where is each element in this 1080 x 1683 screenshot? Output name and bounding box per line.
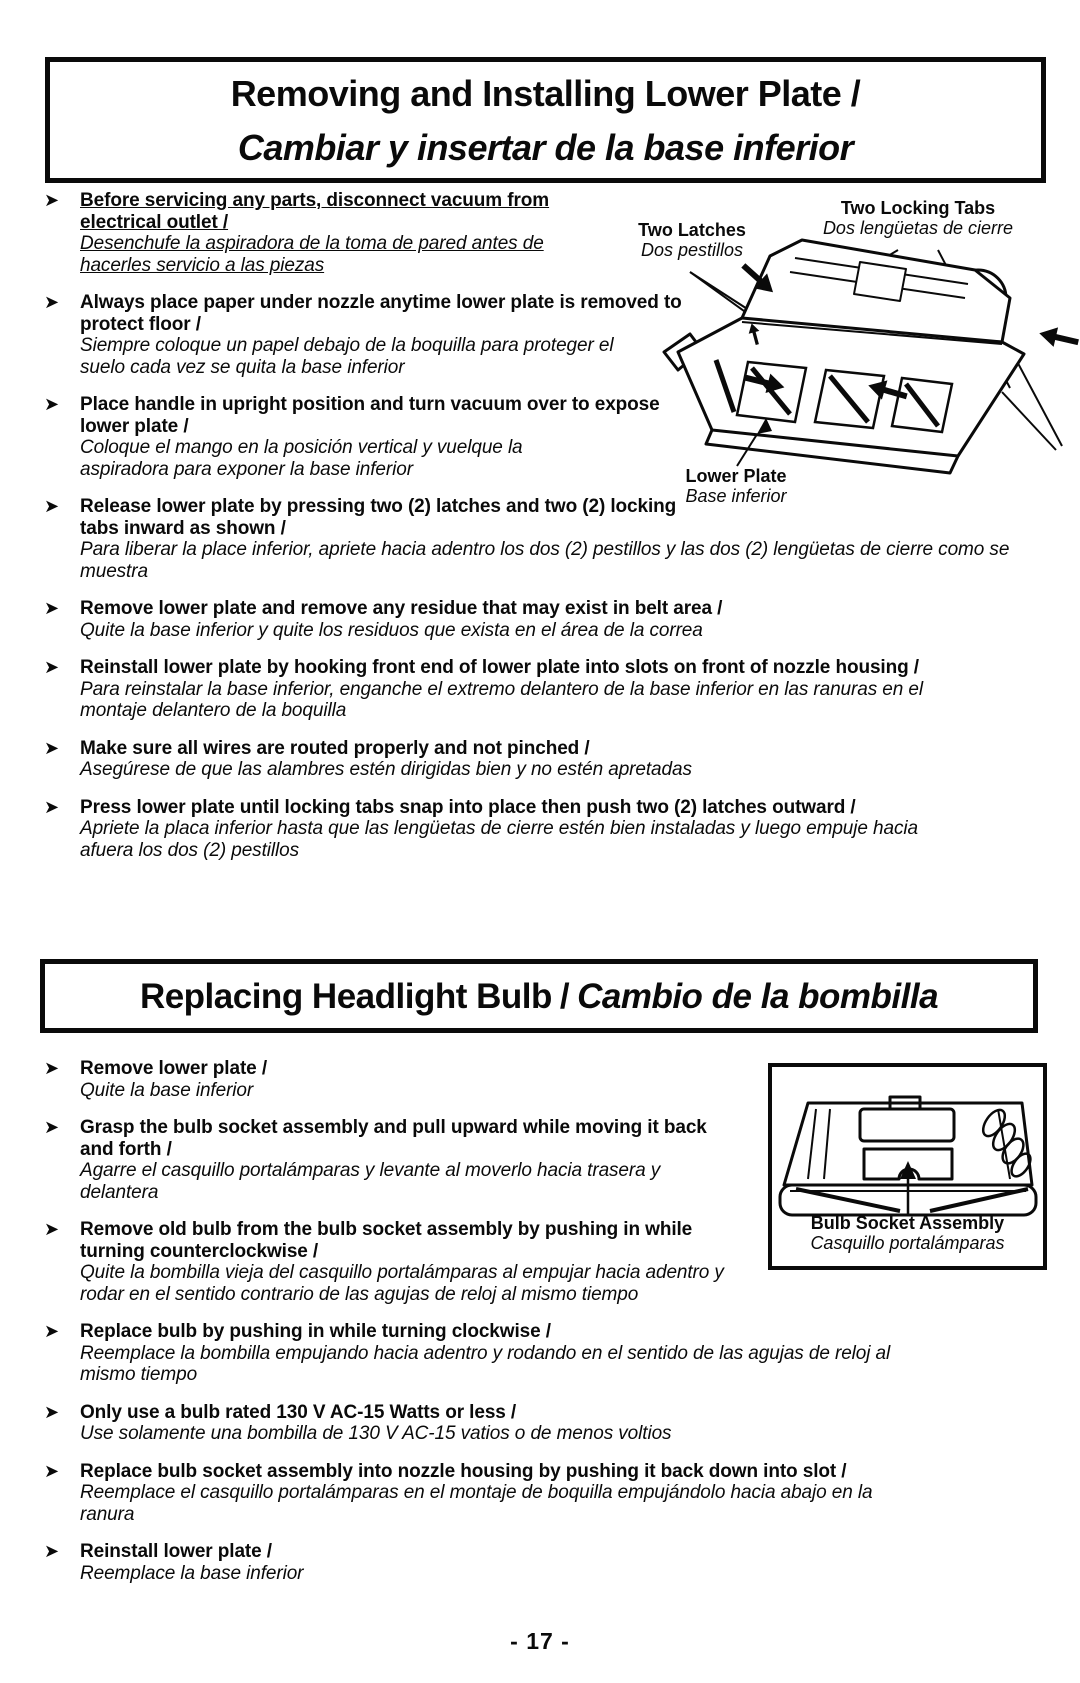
section2-title-english: Replacing Headlight Bulb [139, 977, 552, 1016]
instruction-item [44, 1461, 1050, 1526]
instruction-english: Replace bulb by pushing in while turning clockwise / [80, 1321, 551, 1342]
arrow-bullet-icon: ➤ [44, 657, 60, 677]
instruction-spanish: Asegúrese de que las alambres estén dirigidas bien y no estén apretadas [80, 759, 692, 780]
label-two-locking-tabs [798, 198, 1038, 238]
arrow-bullet-icon: ➤ [44, 496, 60, 516]
section1-title-spanish: Cambiar y insertar de la base inferior [237, 127, 854, 168]
label-two-locking-tabs-spanish: Dos lengüetas de cierre [822, 218, 1014, 238]
instruction-spanish: Reemplace la bombilla empujando hacia adentro y rodando en el sentido de las agujas de reloj al mismo tiempo [80, 1342, 891, 1385]
instruction-spanish: Use solamente una bombilla de 130 V AC-15 vatios o de menos voltios [80, 1423, 672, 1444]
instruction-spanish: Reemplace la base inferior [80, 1562, 304, 1584]
arrow-bullet-icon: ➤ [44, 1219, 60, 1239]
instruction-english: Reinstall lower plate / [80, 1541, 272, 1562]
page-number: - 17 - [510, 1628, 570, 1654]
instruction-english: Remove lower plate and remove any residue that may exist in belt area / [80, 598, 723, 619]
instruction-spanish: Quite la base inferior [80, 1079, 254, 1101]
label-lower-plate-spanish: Base inferior [685, 486, 787, 506]
arrow-bullet-icon: ➤ [44, 796, 60, 817]
instruction-item [44, 657, 1050, 722]
instruction-english: Only use a bulb rated 130 V AC-15 Watts or less / [80, 1401, 517, 1423]
instruction-spanish: Desenchufe la aspiradora de la toma de pared antes de hacerles servicio a las piezas [80, 233, 544, 276]
instruction-english: Release lower plate by pressing two (2) latches and two (2) locking tabs inward as shown / [80, 496, 677, 539]
arrow-bullet-icon: ➤ [44, 1460, 60, 1481]
label-bulb-socket-assembly [772, 1213, 1043, 1253]
bulb-socket-figure [768, 1063, 1047, 1270]
instruction-spanish: Para liberar la place inferior, apriete hacia adentro los dos (2) pestillos y las dos (2) lengüetas de cierre como se muestra [80, 539, 1010, 582]
arrow-bullet-icon: ➤ [44, 292, 60, 312]
arrow-bullet-icon: ➤ [44, 1541, 60, 1561]
instruction-spanish: Para reinstalar la base inferior, enganche el extremo delantero de la base inferior en las ranuras en el montaje delantero de la boquilla [80, 678, 923, 721]
section2-title-separator: / [559, 977, 570, 1016]
arrow-bullet-icon: ➤ [44, 394, 60, 414]
arrow-bullet-icon: ➤ [44, 1321, 60, 1341]
section2-title-box [40, 959, 1038, 1033]
section2-title-spanish: Cambio de la bombilla [577, 977, 939, 1016]
instruction-item [44, 1321, 1050, 1386]
instruction-english: Place handle in upright position and turn vacuum over to expose lower plate / [80, 394, 660, 437]
instruction-english: Press lower plate until locking tabs snap into place then push two (2) latches outward / [80, 796, 856, 818]
instruction-item [44, 738, 1050, 781]
label-two-latches-english: Two Latches [638, 220, 746, 240]
instruction-english: Remove lower plate / [80, 1058, 268, 1079]
arrow-bullet-icon: ➤ [44, 737, 60, 758]
label-two-latches [616, 220, 768, 260]
instruction-spanish: Quite la base inferior y quite los residuos que exista en el área de la correa [80, 619, 703, 641]
instruction-item [44, 1541, 1050, 1584]
section1-title-english: Removing and Installing Lower Plate / [230, 73, 861, 114]
instruction-english: Before servicing any parts, disconnect vacuum from electrical outlet / [80, 190, 550, 233]
label-lower-plate-english: Lower Plate [685, 466, 787, 486]
arrow-bullet-icon: ➤ [44, 1058, 60, 1078]
instruction-item [44, 598, 1050, 641]
instruction-english: Reinstall lower plate by hooking front end of lower plate into slots on front of nozzle housing / [80, 657, 919, 678]
instruction-spanish: Siempre coloque un papel debajo de la boquilla para proteger el suelo cada vez se quita la base inferior [80, 335, 614, 378]
instruction-item [44, 1402, 1050, 1445]
instruction-spanish: Quite la bombilla vieja del casquillo portalámparas al empujar hacia adentro y rodar en el sentido contrario de las agujas de reloj al mismo tiempo [80, 1262, 724, 1305]
instruction-item [44, 797, 1050, 862]
instruction-spanish: Apriete la placa inferior hasta que las lengüetas de cierre estén bien instaladas y luego empuje hacia afuera los dos (2) pestillos [80, 818, 918, 861]
arrow-bullet-icon: ➤ [44, 1401, 60, 1422]
arrow-bullet-icon: ➤ [44, 1117, 60, 1137]
instruction-spanish: Agarre el casquillo portalámparas y levante al moverlo hacia trasera y delantera [80, 1160, 661, 1203]
instruction-spanish: Reemplace el casquillo portalámparas en el montaje de boquilla empujándolo hacia abajo en la ranura [80, 1482, 873, 1525]
label-two-locking-tabs-english: Two Locking Tabs [840, 198, 996, 218]
instruction-spanish: Coloque el mango en la posición vertical y vuelque la aspiradora para exponer la base inferior [80, 437, 523, 480]
instruction-english: Replace bulb socket assembly into nozzle housing by pushing it back down into slot / [80, 1460, 847, 1482]
section1-title-box [45, 57, 1046, 183]
instruction-english: Make sure all wires are routed properly and not pinched / [80, 737, 590, 759]
label-bulb-socket-spanish: Casquillo portalámparas [810, 1233, 1005, 1253]
instruction-english: Grasp the bulb socket assembly and pull upward while moving it back and forth / [80, 1117, 707, 1160]
arrow-bullet-icon: ➤ [44, 598, 60, 618]
label-bulb-socket-english: Bulb Socket Assembly [810, 1213, 1005, 1233]
instruction-english: Always place paper under nozzle anytime lower plate is removed to protect floor / [80, 292, 682, 335]
instruction-english: Remove old bulb from the bulb socket assembly by pushing in while turning counterclockwise / [80, 1219, 693, 1262]
label-two-latches-spanish: Dos pestillos [640, 240, 744, 260]
label-lower-plate [652, 466, 820, 506]
arrow-bullet-icon: ➤ [44, 190, 60, 210]
